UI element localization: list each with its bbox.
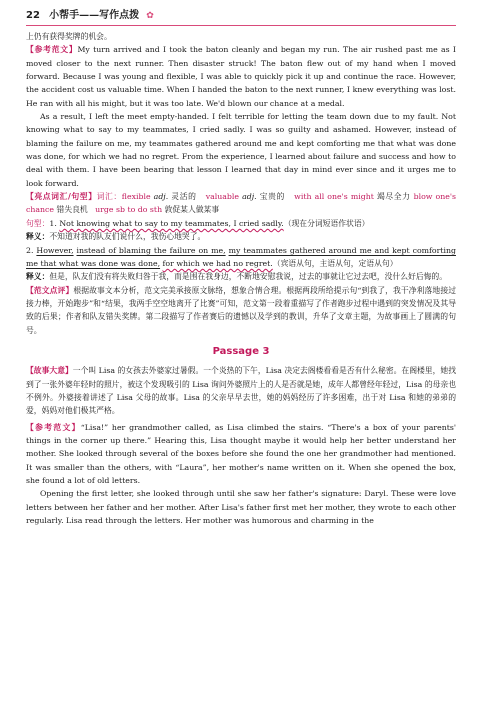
sample-essay-text-1: My turn arrived and I took the baton cleanly and began my run. The air rushed past me as I moved closer to the next runner. Then disaster struck! The baton flew out of my hand when I moved forward. Because I was young and flexible, I was able to quickly pick it up and continue the race. However, the accident cost us valuable time. When I handed the baton to the next runner, I knew everything was lost. He ran with all his might, but it was too late. We'd blown our chance at a medal. [26, 45, 457, 108]
sentence-2-part-c: my teammates gathered around me and kept comforting me that what was done was done, [26, 245, 456, 268]
sample-essay-para-2: As a result, I left the meet empty-handed. I felt terrible for letting the team down due to my fault. Not knowing what to say to my teammates, I cried sadly. I was so guilty and ashamed. However, instead of blaming the failure on me, my teammates gathered around me and kept comforting me that what was done was done, for which we had no regret. From the experience, I learned about failure and success and how to deal with them. I have been bearing that lesson I learned that day in mind ever since and it urges me to look forward. [26, 112, 456, 188]
page-number: 22 [26, 10, 40, 21]
sentence-2-note: （宾语从句，主语从句，定语从句） [272, 258, 398, 268]
word-3-cn: 竭尽全力 [376, 192, 411, 202]
summary-text: 一个叫 Lisa 的女孩去外婆家过暑假。一个炎热的下午，Lisa 决定去阁楼看看是否有什么秘密。在阁楼里，她找到了一张外婆年轻时的照片，被这个发现吸引的 Lisa 询问外婆照片上的人是否就是她，成年人都曾经年轻过，Lisa 的母亲也不例外。外婆接着讲述了 Lisa 父母的故事。Lisa 的父亲早早去世，她的妈妈经历了许多困难，出于对 Lisa 和她的弟弟的爱，妈妈对他们极其严格。 [26, 366, 457, 416]
continued-line: 上仍有获得奖牌的机会。 [26, 32, 112, 41]
sentence-2 [26, 244, 456, 271]
word-4: blow one's chance [26, 192, 457, 215]
word-2-pos: adj. [242, 192, 257, 202]
word-4-cn: 错失良机 [56, 205, 88, 215]
word-1-pos: adj. [153, 192, 169, 202]
sentence-1-num: 1. [49, 218, 57, 228]
sentence-2-part-d: for which we had no regret. [162, 258, 273, 268]
story-summary [26, 364, 456, 417]
sample-essay-3-para-1 [26, 421, 456, 488]
sample-essay-3-label: 【参考范文】 [26, 422, 81, 432]
sample-essay-3-para-2: Opening the first letter, she looked through until she saw her father's signature: Daryl. These were love letters between her father and her mother. After Lisa's father first met her mother, they wrote to each other regularly. Lisa read through the letters. Her mother was humorous and charming in the [26, 489, 456, 526]
word-2-cn: 宝贵的 [259, 192, 285, 202]
sentence-1-note: （现在分词短语作状语） [283, 218, 370, 228]
summary-label: 【故事大意】 [26, 366, 73, 376]
word-3: with all one's might [294, 192, 374, 202]
page-header [26, 7, 456, 26]
comment-paragraph [26, 284, 456, 337]
sentence-2-trans-label: 释义： [26, 272, 50, 282]
sentence-2-part-a: However, [36, 245, 74, 255]
sentence-1-trans-label: 释义： [26, 232, 50, 242]
highlights-label: 【亮点词汇/句型】 [26, 192, 97, 202]
highlights-words [26, 190, 456, 217]
sentence-2-part-b: instead of blaming the failure on me, [76, 245, 226, 255]
word-5: urge sb to do sth [95, 205, 163, 215]
sentence-2-translation [26, 270, 456, 283]
sentence-1-text: Not knowing what to say to my teammates, I cried sadly. [59, 218, 284, 228]
flower-icon: ✿ [146, 11, 154, 21]
sample-essay-para-1 [26, 43, 456, 110]
sentence-1-translation [26, 230, 456, 243]
sentence-1-trans: 不知道对我的队友们说什么，我伤心地哭了。 [49, 232, 206, 242]
word-1-cn: 灵活的 [171, 192, 197, 202]
word-1: flexible [121, 192, 151, 202]
comment-text: 根据故事文本分析，范文完美承接原文脉络，想象合情合理。根据两段所给提示句“到我了，我干净利落地接过接力棒，开始跑步”和“结果，我两手空空地离开了比赛”可知，范文第一段着重描写了作者跑步过程中遇到的突发情况及其导致的后果；作者和队友错失奖牌。第二段描写了作者赛后的遗憾以及学到的教训，升华了文章主题，为故事画上了圆满的句号。 [26, 285, 457, 335]
page-body [26, 30, 456, 527]
word-5-cn: 敦促某人做某事 [164, 205, 220, 215]
sample-essay-label: 【参考范文】 [26, 45, 78, 55]
sample-essay-3-text-1: “Lisa!” her grandmother called, as Lisa climbed the stairs. “There's a box of your parents' things in the corner up there.” Hearing this, Lisa thought maybe it would help her better understand her mother. She looked through several of the boxes before she found the one her grandmother had mentioned. It was smaller than the others, with “Laura”, her mother's name written on it. When she opened the box, she found a lot of old letters. [26, 422, 457, 485]
header-title: 小帮手——写作点拨 [49, 10, 140, 21]
words-label: 词汇： [96, 192, 122, 202]
word-2: valuable [205, 192, 240, 202]
passage-3-title: Passage 3 [212, 345, 270, 357]
comment-label: 【范文点评】 [26, 285, 74, 295]
sentence-2-num: 2. [26, 245, 34, 255]
sentence-1 [26, 217, 456, 230]
sentence-2-trans: 但是，队友们没有将失败归咎于我，而是围在我身边，不断地安慰我说，过去的事就让它过去吧，没什么好后悔的。 [49, 272, 448, 282]
sentence-label: 句型： [26, 218, 50, 228]
